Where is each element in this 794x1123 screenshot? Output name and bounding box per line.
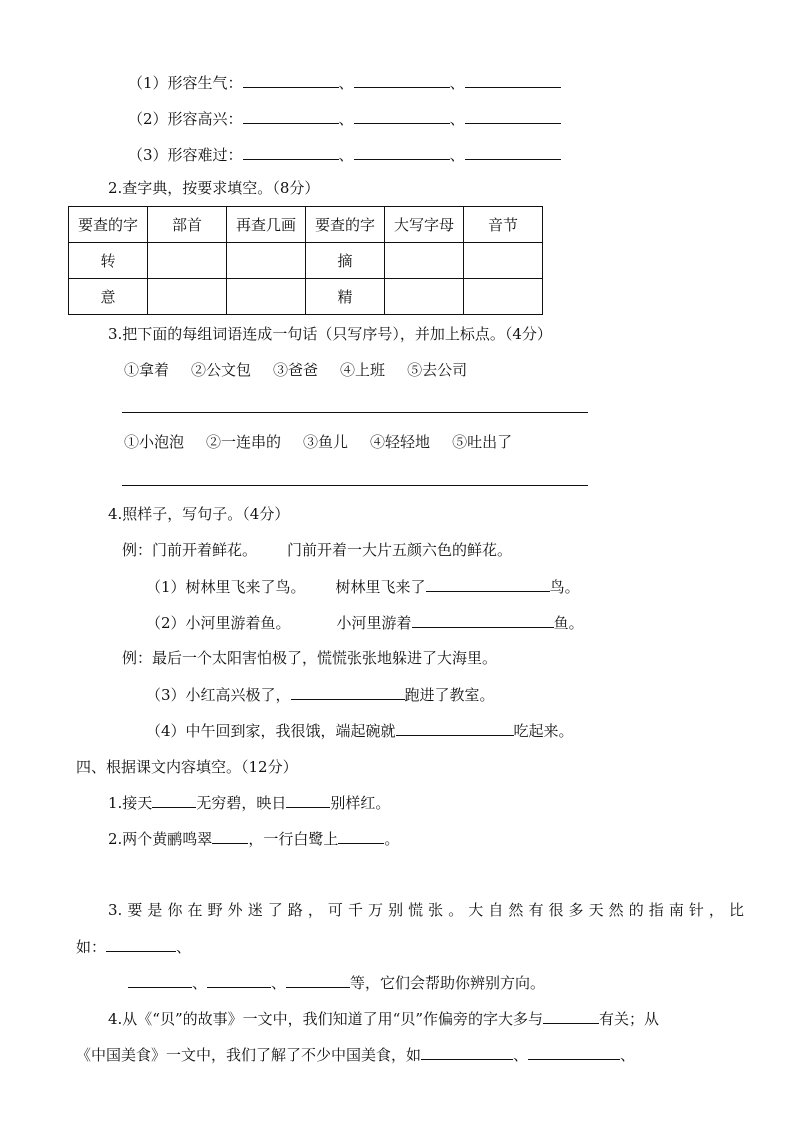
table-header-cell: 要查的字 — [306, 207, 385, 243]
table-cell-blank[interactable] — [227, 279, 306, 315]
table-cell-blank[interactable] — [385, 279, 464, 315]
word-option: ①小泡泡 — [124, 433, 185, 451]
word-option: ③鱼儿 — [303, 433, 349, 451]
table-cell-blank[interactable] — [148, 243, 227, 279]
line-text: 1.接天 — [108, 794, 153, 812]
sentence-3 — [146, 684, 495, 705]
table-cell-blank[interactable] — [464, 243, 543, 279]
line-text: 4.从《“贝”的故事》一文中，我们知道了用“贝”作偏旁的字大多与 — [108, 1010, 543, 1028]
table-cell: 转 — [69, 243, 148, 279]
answer-blank[interactable] — [286, 972, 350, 988]
section-4-title: 四、根据课文内容填空。（12分） — [76, 758, 298, 776]
sentence-2 — [146, 612, 584, 633]
answer-blank[interactable] — [465, 144, 561, 160]
answer-blank[interactable] — [128, 972, 192, 988]
word-option: ①拿着 — [124, 361, 170, 379]
table-cell-blank[interactable] — [385, 243, 464, 279]
answer-line[interactable] — [122, 412, 588, 413]
separator: 、 — [449, 146, 465, 164]
line-text: 2.两个黄鹂鸣翠 — [108, 830, 213, 848]
describe-sad-line — [128, 144, 561, 165]
fill-line-3a: 3.要是你在野外迷了路，可千万别慌张。大自然有很多天然的指南针，比 — [108, 901, 744, 919]
table-cell-blank[interactable] — [227, 243, 306, 279]
example-2: 例：最后一个太阳害怕极了，慌慌张张地躲进了大海里。 — [122, 649, 498, 667]
answer-blank[interactable] — [543, 1008, 599, 1024]
sentence-text: 小河里游着 — [336, 614, 412, 632]
sentence-4 — [146, 720, 574, 741]
item-label: （1）形容生气： — [128, 74, 243, 92]
answer-blank[interactable] — [426, 576, 550, 592]
fill-line-3c — [128, 972, 545, 993]
sentence-text: 跑进了教室。 — [404, 686, 495, 704]
sentence-text: 树林里飞来了 — [335, 578, 426, 596]
table-header-cell: 大写字母 — [385, 207, 464, 243]
separator: 、 — [176, 938, 192, 956]
sentence-prompt: （1）树林里飞来了鸟。 — [146, 578, 306, 596]
table-header-cell: 音节 — [464, 207, 543, 243]
line-text: ，一行白鹭上 — [248, 830, 339, 848]
example-answer: 门前开着一大片五颜六色的鲜花。 — [287, 541, 513, 559]
answer-blank[interactable] — [396, 720, 514, 736]
table-cell-blank[interactable] — [148, 279, 227, 315]
describe-happy-line — [128, 108, 561, 129]
answer-blank[interactable] — [291, 684, 405, 700]
example-1 — [122, 540, 512, 560]
line-text: 如： — [76, 938, 107, 956]
table-header-cell: 要查的字 — [69, 207, 148, 243]
sentence-text: （4）中午回到家，我很饿，端起碗就 — [146, 722, 396, 740]
separator: 、 — [192, 974, 208, 992]
line-text: 等，它们会帮助你辨别方向。 — [350, 974, 546, 992]
table-cell: 摘 — [306, 243, 385, 279]
answer-blank[interactable] — [354, 108, 450, 124]
line-text: 无穷碧，映日 — [196, 794, 287, 812]
answer-blank[interactable] — [421, 1044, 513, 1060]
table-cell: 意 — [69, 279, 148, 315]
answer-blank[interactable] — [207, 972, 271, 988]
sentence-prompt: （2）小河里游着鱼。 — [146, 614, 291, 632]
q2-title: 2.查字典，按要求填空。（8分） — [108, 179, 320, 197]
table-header-cell: 再查几画 — [227, 207, 306, 243]
word-option: ⑤去公司 — [407, 361, 468, 379]
q4-title: 4.照样子，写句子。（4分） — [108, 505, 290, 523]
answer-blank[interactable] — [152, 792, 196, 808]
answer-blank[interactable] — [106, 936, 176, 952]
table-cell: 精 — [306, 279, 385, 315]
answer-line[interactable] — [122, 485, 588, 486]
fill-line-2 — [108, 828, 399, 849]
answer-blank[interactable] — [212, 828, 248, 844]
answer-blank[interactable] — [243, 108, 339, 124]
answer-blank[interactable] — [243, 72, 339, 88]
separator: 、 — [338, 146, 354, 164]
separator: 、 — [513, 1046, 529, 1064]
answer-blank[interactable] — [243, 144, 339, 160]
word-group-2 — [124, 432, 512, 452]
word-option: ④上班 — [340, 361, 386, 379]
answer-blank[interactable] — [354, 72, 450, 88]
answer-blank[interactable] — [412, 612, 554, 628]
answer-blank[interactable] — [354, 144, 450, 160]
fill-line-4a — [108, 1008, 659, 1029]
table-header-cell: 部首 — [148, 207, 227, 243]
word-option: ②一连串的 — [206, 433, 282, 451]
describe-angry-line — [128, 72, 561, 93]
sentence-text: 吃起来。 — [513, 722, 574, 740]
answer-blank[interactable] — [465, 108, 561, 124]
separator: 、 — [338, 110, 354, 128]
answer-blank[interactable] — [338, 828, 384, 844]
separator: 、 — [620, 1046, 636, 1064]
q3-title: 3.把下面的每组词语连成一句话（只写序号），并加上标点。（4分） — [108, 325, 552, 343]
line-text: 别样红。 — [330, 794, 391, 812]
word-option: ②公文包 — [191, 361, 252, 379]
sentence-text: 鸟。 — [549, 578, 580, 596]
dictionary-table — [68, 206, 543, 315]
line-text: 有关；从 — [599, 1010, 660, 1028]
table-cell-blank[interactable] — [464, 279, 543, 315]
word-option: ⑤吐出了 — [452, 433, 513, 451]
separator: 、 — [338, 74, 354, 92]
separator: 、 — [449, 110, 465, 128]
line-text: 《中国美食》一文中，我们了解了不少中国美食，如 — [76, 1046, 422, 1064]
table-row — [69, 279, 543, 315]
line-text: 。 — [384, 830, 400, 848]
word-option: ③爸爸 — [273, 361, 319, 379]
answer-blank[interactable] — [465, 72, 561, 88]
separator: 、 — [449, 74, 465, 92]
item-label: （3）形容难过： — [128, 146, 243, 164]
fill-line-3b — [76, 936, 191, 957]
example-sentence: 例：门前开着鲜花。 — [122, 541, 258, 559]
sentence-1 — [146, 576, 580, 597]
word-group-1 — [124, 360, 467, 380]
table-header-row — [69, 207, 543, 243]
separator: 、 — [271, 974, 287, 992]
item-label: （2）形容高兴： — [128, 110, 243, 128]
fill-line-1 — [108, 792, 390, 813]
sentence-text: 鱼。 — [553, 614, 584, 632]
fill-line-4b — [76, 1044, 635, 1065]
table-row — [69, 243, 543, 279]
answer-blank[interactable] — [286, 792, 330, 808]
answer-blank[interactable] — [528, 1044, 620, 1060]
word-option: ④轻轻地 — [370, 433, 431, 451]
sentence-text: （3）小红高兴极了， — [146, 686, 291, 704]
